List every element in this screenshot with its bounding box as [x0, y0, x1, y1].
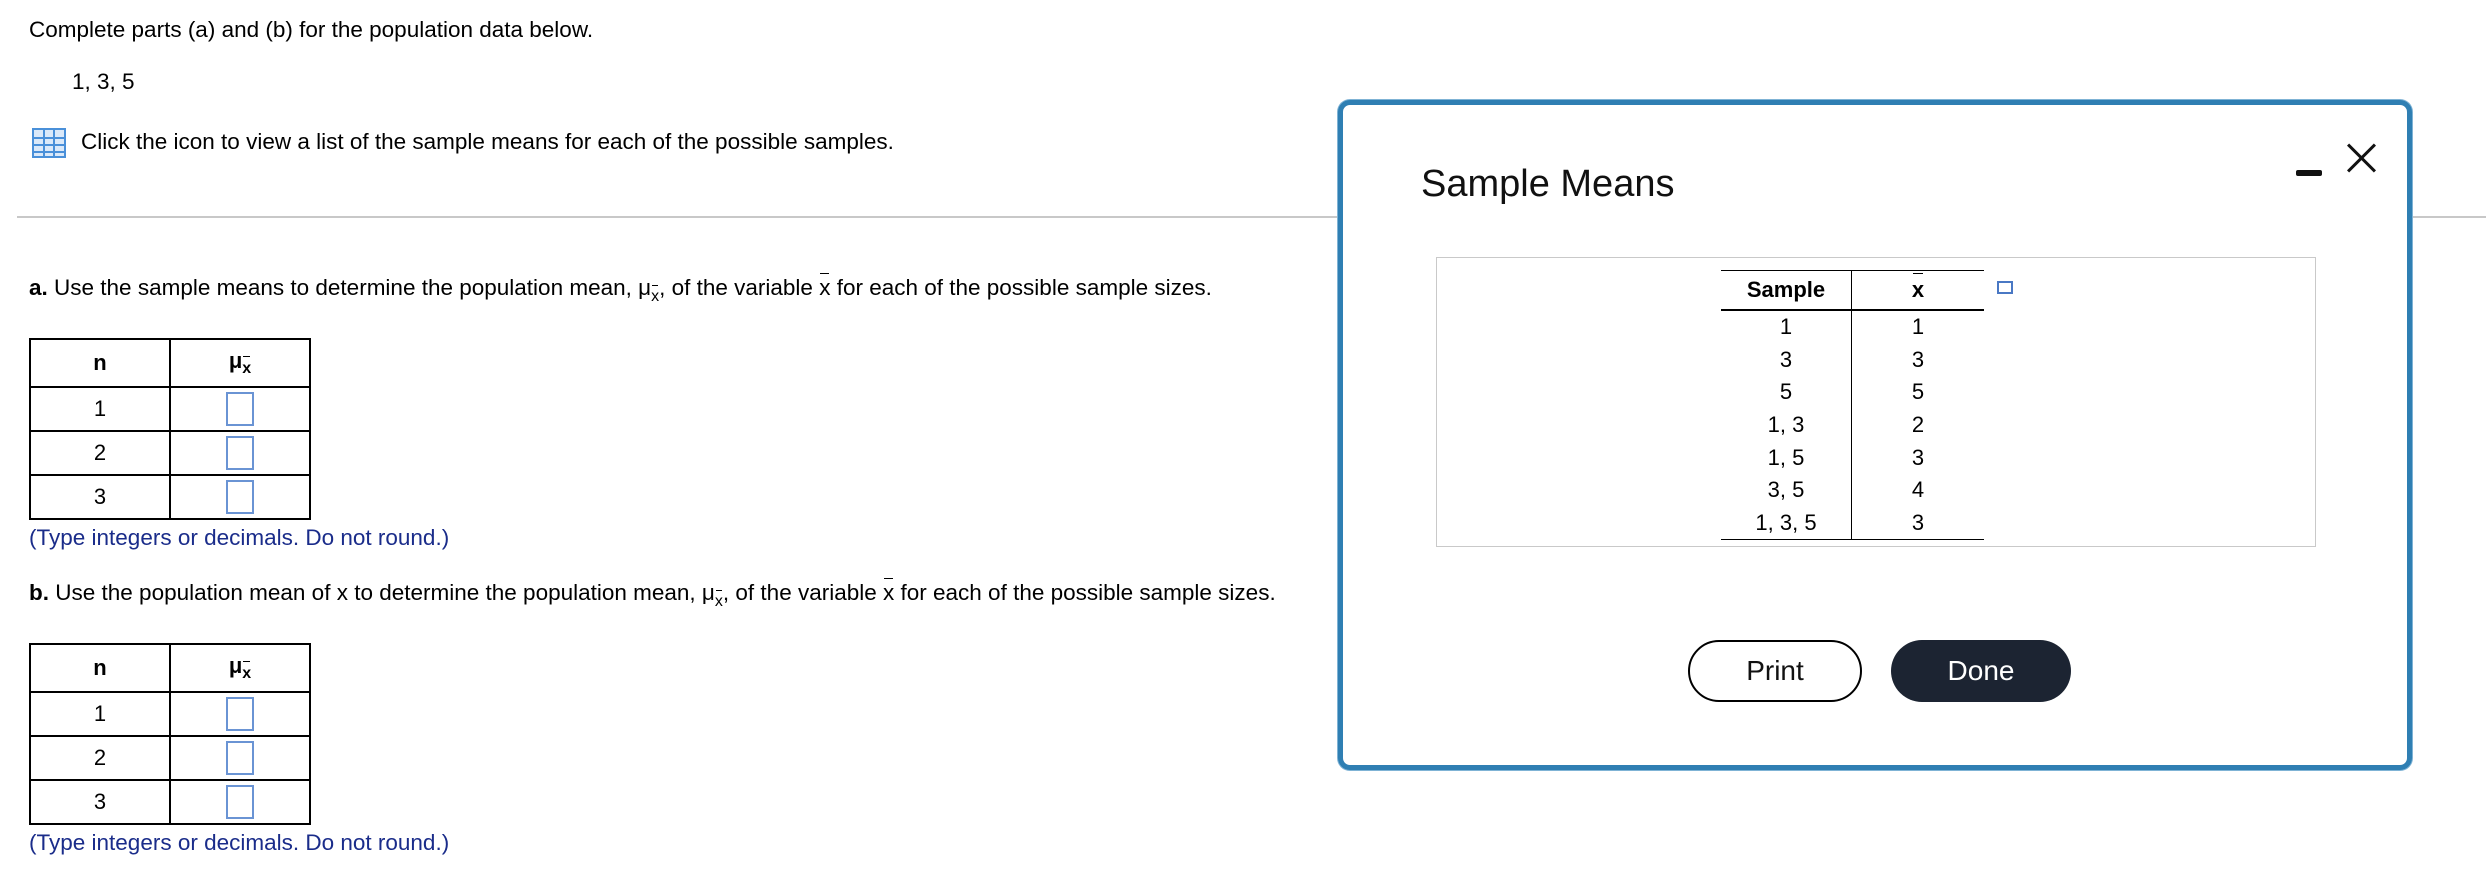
- part-a-text-before: Use the sample means to determine the population mean, μ: [54, 275, 652, 300]
- xbar-symbol: x: [1911, 277, 1925, 302]
- part-a-text-middle: , of the variable: [659, 275, 820, 300]
- close-icon[interactable]: [2343, 139, 2381, 177]
- part-b-table: [29, 643, 311, 825]
- answer-input-a-1[interactable]: [226, 392, 254, 426]
- answer-input-a-2[interactable]: [226, 436, 254, 470]
- xbar-cell: 3: [1852, 507, 1985, 540]
- table-row: [30, 431, 310, 475]
- part-b-text-before: Use the population mean of x to determine the population mean, μ: [55, 580, 715, 605]
- answer-cell: [170, 475, 310, 519]
- sample-means-panel: [1436, 257, 2316, 547]
- answer-cell: [170, 736, 310, 780]
- table-row: [1721, 409, 1984, 442]
- answer-input-a-3[interactable]: [226, 480, 254, 514]
- part-b-prompt: [29, 582, 1276, 610]
- answer-input-b-1[interactable]: [226, 697, 254, 731]
- col-mu-header: [170, 644, 310, 692]
- part-a-variable: x: [819, 275, 831, 300]
- answer-cell: [170, 780, 310, 824]
- answer-cell: [170, 387, 310, 431]
- table-header-row: [30, 644, 310, 692]
- n-value: 2: [30, 736, 170, 780]
- sample-cell: 1, 5: [1721, 441, 1852, 474]
- n-value: 1: [30, 387, 170, 431]
- sample-means-dialog: [1338, 100, 2412, 770]
- xbar-cell: 5: [1911, 379, 1925, 405]
- dialog-title: Sample Means: [1421, 163, 1675, 205]
- n-value: 3: [30, 780, 170, 824]
- sample-cell: 5: [1721, 376, 1852, 409]
- col-mu-header: [170, 339, 310, 387]
- part-b-text-after: for each of the possible sample sizes.: [894, 580, 1276, 605]
- table-row: [1721, 344, 1984, 377]
- part-a-note: (Type integers or decimals. Do not round.): [29, 525, 450, 550]
- table-header-row: [1721, 271, 1984, 311]
- done-button[interactable]: Done: [1891, 640, 2071, 702]
- sample-cell: 3, 5: [1721, 474, 1852, 507]
- icon-prompt: Click the icon to view a list of the sample means for each of the possible samples.: [81, 129, 894, 154]
- part-a-label: a.: [29, 275, 48, 300]
- answer-cell: [170, 431, 310, 475]
- sample-cell: 1: [1721, 310, 1852, 344]
- minimize-icon[interactable]: [2296, 153, 2326, 187]
- part-b-variable: x: [883, 580, 895, 605]
- answer-input-b-2[interactable]: [226, 741, 254, 775]
- part-b-subscript: x: [714, 592, 723, 610]
- part-b-label: b.: [29, 580, 49, 605]
- n-value: 3: [30, 475, 170, 519]
- table-row: [1721, 310, 1984, 344]
- mu-subscript: x: [242, 665, 252, 683]
- n-value: 2: [30, 431, 170, 475]
- answer-cell: [170, 692, 310, 736]
- table-row: [1721, 507, 1984, 540]
- table-row: [30, 692, 310, 736]
- part-a-table: [29, 338, 311, 520]
- copy-icon[interactable]: [1997, 281, 2013, 294]
- table-row: [1721, 474, 1984, 507]
- part-a-text-after: for each of the possible sample sizes.: [830, 275, 1212, 300]
- mu-subscript: x: [242, 360, 252, 378]
- part-a-prompt: [29, 277, 1212, 305]
- table-row: [30, 780, 310, 824]
- part-a-subscript: x: [651, 287, 660, 305]
- sample-means-table: [1721, 270, 1984, 540]
- xbar-cell: 3: [1911, 346, 1925, 372]
- mu-symbol: μ: [228, 347, 243, 373]
- answer-input-b-3[interactable]: [226, 785, 254, 819]
- n-value: 1: [30, 692, 170, 736]
- xbar-cell: 3: [1911, 444, 1925, 470]
- table-row: [30, 475, 310, 519]
- col-xbar-header: [1852, 271, 1985, 311]
- col-n-header: n: [30, 339, 170, 387]
- sample-cell: 1, 3: [1721, 409, 1852, 442]
- sample-cell: 3: [1721, 344, 1852, 377]
- xbar-cell: 1: [1911, 314, 1925, 340]
- table-icon[interactable]: [32, 128, 66, 158]
- table-row: [30, 736, 310, 780]
- sample-cell: 1, 3, 5: [1721, 507, 1852, 540]
- col-n-header: n: [30, 644, 170, 692]
- table-row: [30, 387, 310, 431]
- population-data: 1, 3, 5: [72, 69, 135, 94]
- xbar-cell: 2: [1911, 412, 1925, 438]
- table-row: [1721, 376, 1984, 409]
- part-b-note: (Type integers or decimals. Do not round.): [29, 830, 450, 855]
- part-b-text-middle: , of the variable: [722, 580, 883, 605]
- question-intro: Complete parts (a) and (b) for the population data below.: [29, 17, 594, 42]
- xbar-cell: 4: [1911, 477, 1925, 503]
- mu-symbol: μ: [228, 652, 243, 678]
- table-header-row: [30, 339, 310, 387]
- table-row: [1721, 441, 1984, 474]
- col-sample-header: Sample: [1721, 271, 1852, 311]
- print-button[interactable]: Print: [1688, 640, 1862, 702]
